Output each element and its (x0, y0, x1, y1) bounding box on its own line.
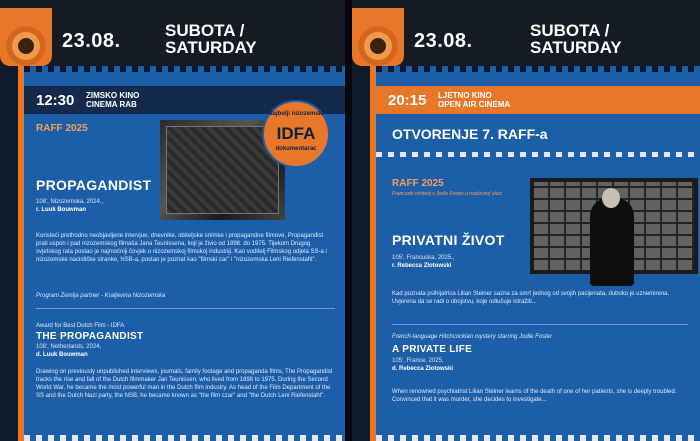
award-line: Award for Best Dutch Film - IDFA (36, 323, 125, 329)
day-en: SATURDAY (165, 38, 257, 57)
film-perforation-top (376, 66, 700, 72)
film-meta-line-en: 105', France, 2025, (392, 358, 444, 364)
tagline-hr: Francuski misterij s Jodie Foster u naslovnoj ulozi (392, 191, 503, 197)
day-label (165, 22, 257, 56)
woman-face (602, 188, 620, 208)
film-roll-header (352, 0, 700, 70)
film-meta (36, 198, 156, 214)
film-perforation-bottom (376, 435, 700, 441)
date: 23.08. (62, 30, 121, 52)
divider (392, 324, 688, 325)
day-hr: SUBOTA / (165, 21, 245, 40)
film-meta-line: 108', Nizozemska, 2024., (36, 199, 104, 205)
venue-hr: ZIMSKO KINO (86, 91, 140, 100)
day-en: SATURDAY (530, 38, 622, 57)
screening-time-bar (376, 86, 700, 114)
reel-hole (370, 38, 386, 54)
venue-hr: LJETNO KINO (438, 91, 492, 100)
badge-main-text: IDFA (276, 124, 316, 143)
film-reel-graphic (352, 8, 404, 66)
synopsis-hr: Kad poznata psihijatrica Lilian Steiner sazna za smrt jednog od svojih pacijenata, duboko je uznemirena. Uvjerena da se radi o ubojstvu, koje odlučuje istražiti... (392, 291, 670, 305)
venue-en: CINEMA RAB (86, 100, 137, 109)
film-meta-line: 105', Francuska, 2025., (392, 255, 455, 261)
film-meta-en (36, 343, 186, 359)
film-director: r. Luuk Bouwman (36, 207, 87, 213)
film-title: PROPAGANDIST (36, 177, 152, 193)
venue (438, 91, 510, 109)
film-meta-en (392, 357, 542, 373)
day-hr: SUBOTA / (530, 21, 610, 40)
film-still-photo (530, 178, 698, 274)
film-perforation-bottom (24, 435, 345, 441)
screening-time: 20:15 (388, 92, 427, 109)
film-perforation-top (24, 66, 345, 72)
film-meta (392, 254, 522, 270)
date: 23.08. (414, 30, 473, 52)
film-director-en: d. Luuk Bouwman (36, 352, 88, 358)
opening-heading: OTVORENJE 7. RAFF-a (392, 126, 548, 142)
raff-label: RAFF 2025 (36, 123, 88, 134)
partner-note: Program Zemlja partner - Kraljevina Nizozemska (36, 293, 166, 299)
synopsis-en: Drawing on previously unpublished interviews, journals, family footage and propaganda films, The Propagandist tracks the rise and fall of the Dutch filmmaker Jan Teunissen, who lived from 1898 to 1975. During the Second World War, he became the most powerful man in the Dutch film industry. As head of the Film Department of the SS and the Dutch Nazi party, the NSB, he became known as "the film czar" and "the Dutch Leni Riefenstahl". (36, 369, 333, 399)
tagline-en: French-language Hitchcockian mystery starring Jodie Foster (392, 334, 553, 340)
film-director: r. Rebecca Zlotowski (392, 263, 452, 269)
film-perforation-mid (376, 152, 700, 157)
film-title-en: THE PROPAGANDIST (36, 331, 144, 342)
day-label (530, 22, 622, 56)
film-reel-graphic (0, 8, 52, 66)
right-page (352, 0, 700, 441)
film-meta-line-en: 108', Netherlands, 2024, (36, 344, 102, 350)
synopsis-en: When renowned psychiatrist Lilian Steiner learns of the death of one of her patients, she is deeply troubled. Convinced that it was murder, she decides to investigate... (392, 389, 677, 403)
film-director-en: d. Rebecca Zlotowski (392, 366, 454, 372)
film-title-en: A PRIVATE LIFE (392, 344, 473, 355)
reel-hole (18, 38, 34, 54)
badge-top-text: Najbolji nizozemski (268, 111, 324, 117)
woman-figure (590, 198, 634, 286)
left-page (0, 0, 345, 441)
film-title: PRIVATNI ŽIVOT (392, 232, 505, 248)
raff-label: RAFF 2025 (392, 178, 444, 189)
venue-en: OPEN AIR CINEMA (438, 100, 511, 109)
page-gutter (345, 0, 352, 441)
venue (86, 91, 139, 109)
badge-bottom-text: dokumentarac (275, 146, 317, 152)
idfa-badge (262, 100, 330, 168)
synopsis-hr: Koristeći prethodno neobjavljene intervjue, dnevnike, obiteljske snimke i propagandne filmove, Propagandist prati uspon i pad nizozemskog filmaša Jana Teunissena, koji je živio od 1898. do 1975. Tijekom Drugog svjetskog rata postao je najmoćniji čovjek u nizozemskoj filmskoj industriji. Kao voditelj Filmskog odjela SS-a i nizozemske nacističke stranke, NSB-a, postao je poznat kao "filmski car" i "nizozemska Leni Riefenstahl". (36, 233, 327, 263)
screening-time: 12:30 (36, 92, 75, 109)
divider (36, 308, 335, 309)
